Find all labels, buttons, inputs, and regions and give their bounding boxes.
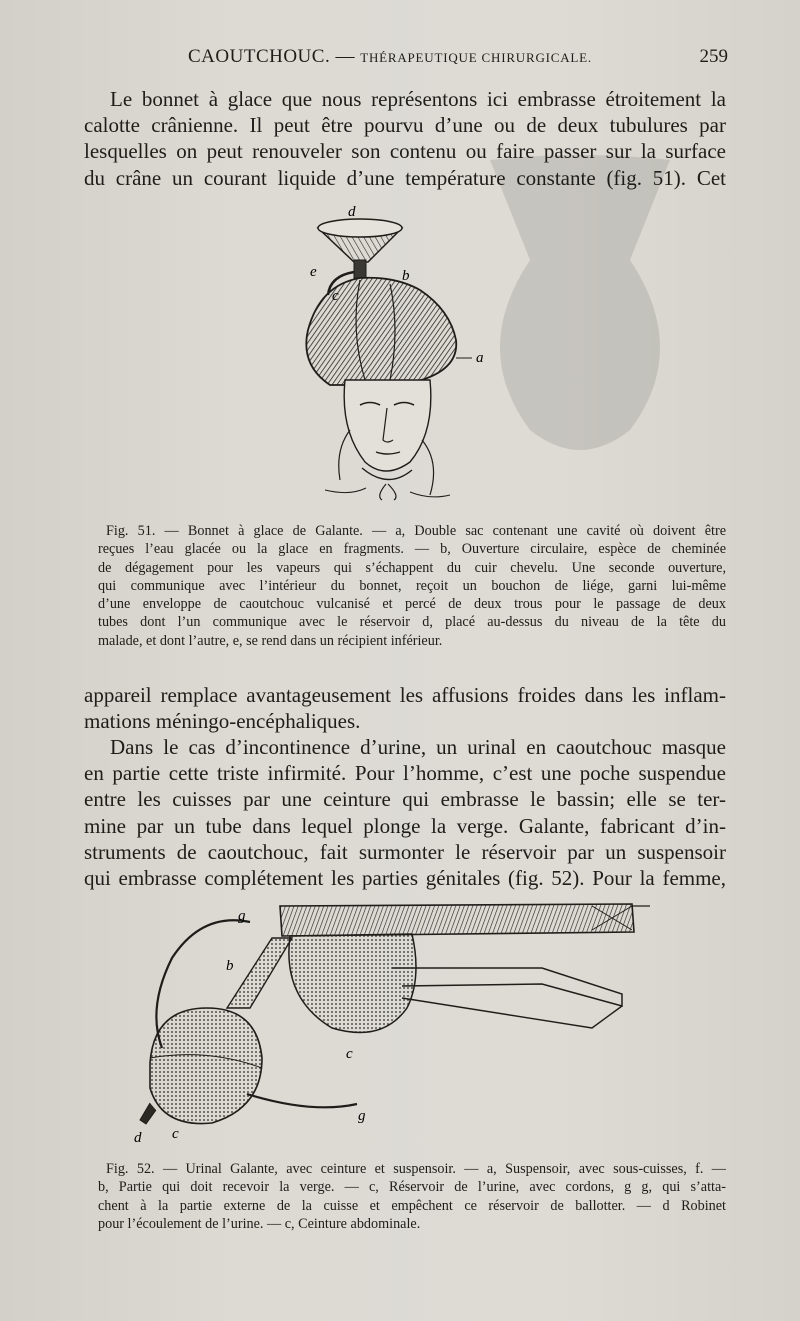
caption-line: qui communique avec l’intérieur du bonnet, reçoit un bouchon de liége, garni lui-même — [98, 577, 726, 594]
figure-52-label-d: d — [134, 1130, 142, 1146]
page-number: 259 — [699, 46, 728, 67]
text-line: mations méningo-encéphaliques. — [84, 709, 361, 734]
text-line: qui embrasse complétement les parties génitales (fig. 52). Pour la femme, — [84, 866, 726, 891]
caption-line: chent à la partie externe de la cuisse et empêchent ce réservoir de ballotter. — d Robinet — [98, 1197, 726, 1214]
figure-52-label-b: b — [226, 958, 234, 974]
text-line: calotte crânienne. Il peut être pourvu d’une ou de deux tubulures par — [84, 113, 726, 138]
caption-line: malade, et dont l’autre, e, se rend dans un récipient inférieur. — [98, 632, 443, 649]
figure-51-label-b: b — [402, 268, 410, 284]
text-line: Le bonnet à glace que nous représentons ici embrasse étroitement la — [110, 87, 726, 111]
caption-line: b, Partie qui doit recevoir la verge. — c, Réservoir de l’urine, avec cordons, g g, qui s’atta- — [98, 1179, 726, 1196]
figure-51-label-a: a — [476, 350, 484, 366]
caption-line: reçues l’eau glacée ou la glace en fragments. — b, Ouverture circulaire, espèce de cheminée — [98, 541, 726, 558]
figure-51-label-d: d — [348, 204, 356, 220]
running-title: CAOUTCHOUC. — THÉRAPEUTIQUE CHIRURGICALE. — [188, 46, 592, 67]
caption-line: pour l’écoulement de l’urine. — c, Ceinture abdominale. — [98, 1215, 421, 1232]
figure-52-label-c-mid: c — [346, 1046, 353, 1062]
text-line: appareil remplace avantageusement les affusions froides dans les inflam- — [84, 683, 726, 707]
text-line: mine par un tube dans lequel plonge la verge. Galante, fabricant d’in- — [84, 813, 726, 838]
text-line: lesquelles on peut renouveler son contenu ou faire passer sur la surface — [84, 139, 726, 164]
figure-52-label-g-top: g — [238, 908, 246, 924]
paragraph-urinal — [84, 734, 726, 891]
figure-52-label-c-bottom: c — [172, 1126, 179, 1142]
figure-52-label-g-bottom: g — [358, 1108, 366, 1124]
text-line: Dans le cas d’incontinence d’urine, un urinal en caoutchouc masque — [110, 735, 726, 759]
paragraph-ice-cap-conclusion — [84, 682, 726, 734]
caption-line: de dégagement pour les vapeurs qui s’échappent du cuir chevelu. Une seconde ouverture, — [98, 559, 726, 576]
figure-51-label-e: e — [310, 264, 317, 280]
figure-51-caption — [80, 522, 726, 650]
caption-line: Fig. 51. — Bonnet à glace de Galante. — a, Double sac contenant une cavité où doivent être — [106, 523, 726, 539]
caption-line: Fig. 52. — Urinal Galante, avec ceinture et suspensoir. — a, Suspensoir, avec sous-cuisses, f. — — [106, 1161, 726, 1177]
text-line: en partie cette triste infirmité. Pour l’homme, c’est une poche suspendue — [84, 761, 726, 786]
caption-line: tubes dont l’un communique avec le réservoir d, placé au-dessus du niveau de la tête du — [98, 614, 726, 631]
figure-51-ice-cap-illustration — [290, 200, 510, 515]
text-line: struments de caoutchouc, fait surmonter le réservoir par un suspensoir — [84, 839, 726, 864]
text-line: entre les cuisses par une ceinture qui embrasse le bassin; elle se ter- — [84, 787, 726, 812]
text-line: du crâne un courant liquide d’une température constante (fig. 51). Cet — [84, 165, 726, 190]
running-header — [88, 46, 728, 74]
figure-51-label-c: c — [332, 288, 339, 304]
figure-52-caption — [80, 1160, 726, 1233]
paragraph-ice-cap-intro — [84, 86, 726, 191]
caption-line: d’une enveloppe de caoutchouc vulcanisé et percé de deux trous pour le passage de deux — [98, 596, 726, 613]
figure-52-urinal-illustration — [122, 898, 662, 1148]
